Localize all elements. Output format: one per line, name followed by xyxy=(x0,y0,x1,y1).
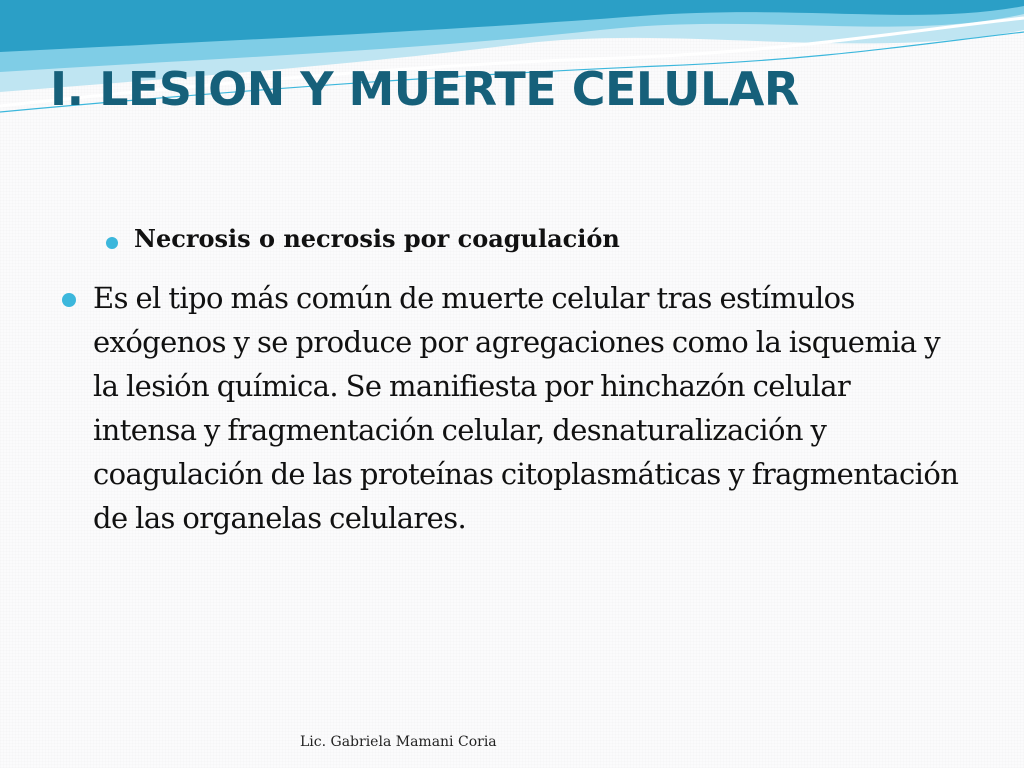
sub-bullet-item xyxy=(108,224,828,253)
slide-title: I. LESION Y MUERTE CELULAR xyxy=(50,62,799,116)
subheading-text: Necrosis o necrosis por coagulación xyxy=(134,224,620,253)
body-text: Es el tipo más común de muerte celular tras estímulos exógenos y se produce por agregaciones como la isquemia y la lesión química. Se manifiesta por hinchazón celular intensa y fragmentación celular, desnaturalización y coagulación de las proteínas citoplasmáticas y fragmentación de las organelas celulares. xyxy=(93,281,959,535)
footer-author: Lic. Gabriela Mamani Coria xyxy=(300,734,497,750)
bullet-dot-icon xyxy=(62,293,76,307)
bullet-dot-icon xyxy=(106,237,118,249)
main-bullet-item xyxy=(62,276,962,540)
